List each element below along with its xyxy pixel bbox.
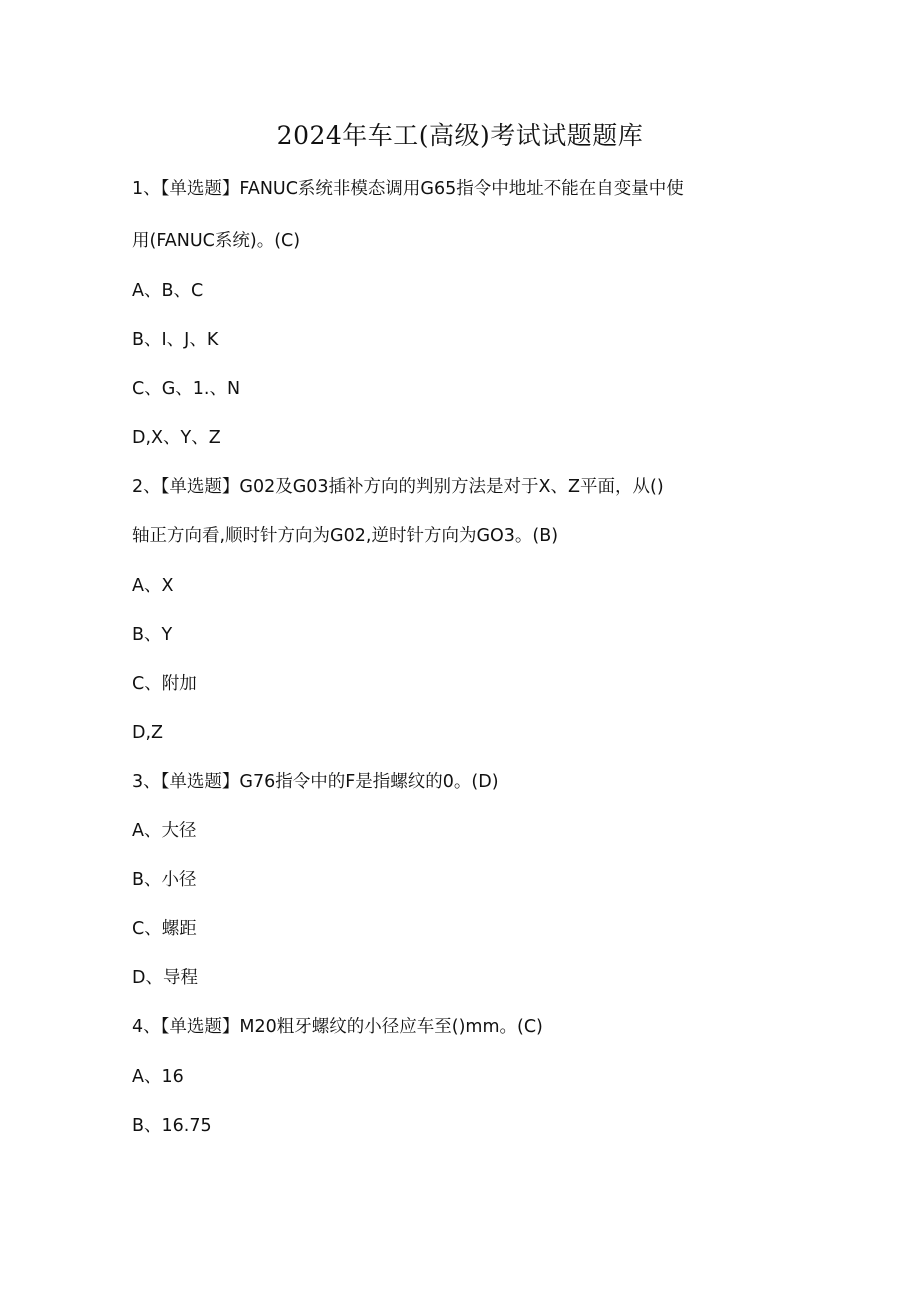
question-2-option-c: C、附加 — [132, 674, 197, 694]
question-1-option-d: D,X、Y、Z — [132, 428, 221, 448]
question-2-stem-line-1: 2、【单选题】G02及G03插补方向的判别方法是对于X、Z平面，从() — [132, 477, 664, 497]
question-1-option-b: B、I、J、K — [132, 330, 219, 350]
question-2-option-b: B、Y — [132, 625, 173, 645]
question-3-option-c: C、螺距 — [132, 919, 197, 939]
question-2-stem-line-2: 轴正方向看,顺时针方向为G02,逆时针方向为GO3。(B) — [132, 526, 559, 546]
question-4-option-a: A、16 — [132, 1067, 184, 1087]
document-title: 2024年车工(高级)考试试题题库 — [276, 121, 644, 150]
question-3-option-d: D、导程 — [132, 968, 198, 988]
question-3-option-a: A、大径 — [132, 821, 197, 841]
question-3-stem: 3、【单选题】G76指令中的F是指螺纹的0。(D) — [132, 772, 499, 792]
question-4-option-b: B、16.75 — [132, 1116, 212, 1136]
question-1-stem-line-2: 用(FANUC系统)。(C) — [132, 231, 301, 251]
question-1-option-a: A、B、C — [132, 281, 204, 301]
question-1-option-c: C、G、1.、N — [132, 379, 241, 399]
question-2-option-d: D,Z — [132, 723, 164, 743]
question-4-stem: 4、【单选题】M20粗牙螺纹的小径应车至()mm。(C) — [132, 1017, 543, 1037]
question-2-option-a: A、X — [132, 576, 174, 596]
question-3-option-b: B、小径 — [132, 870, 197, 890]
question-1-stem-line-1: 1、【单选题】FANUC系统非模态调用G65指令中地址不能在自变量中使 — [132, 179, 684, 199]
